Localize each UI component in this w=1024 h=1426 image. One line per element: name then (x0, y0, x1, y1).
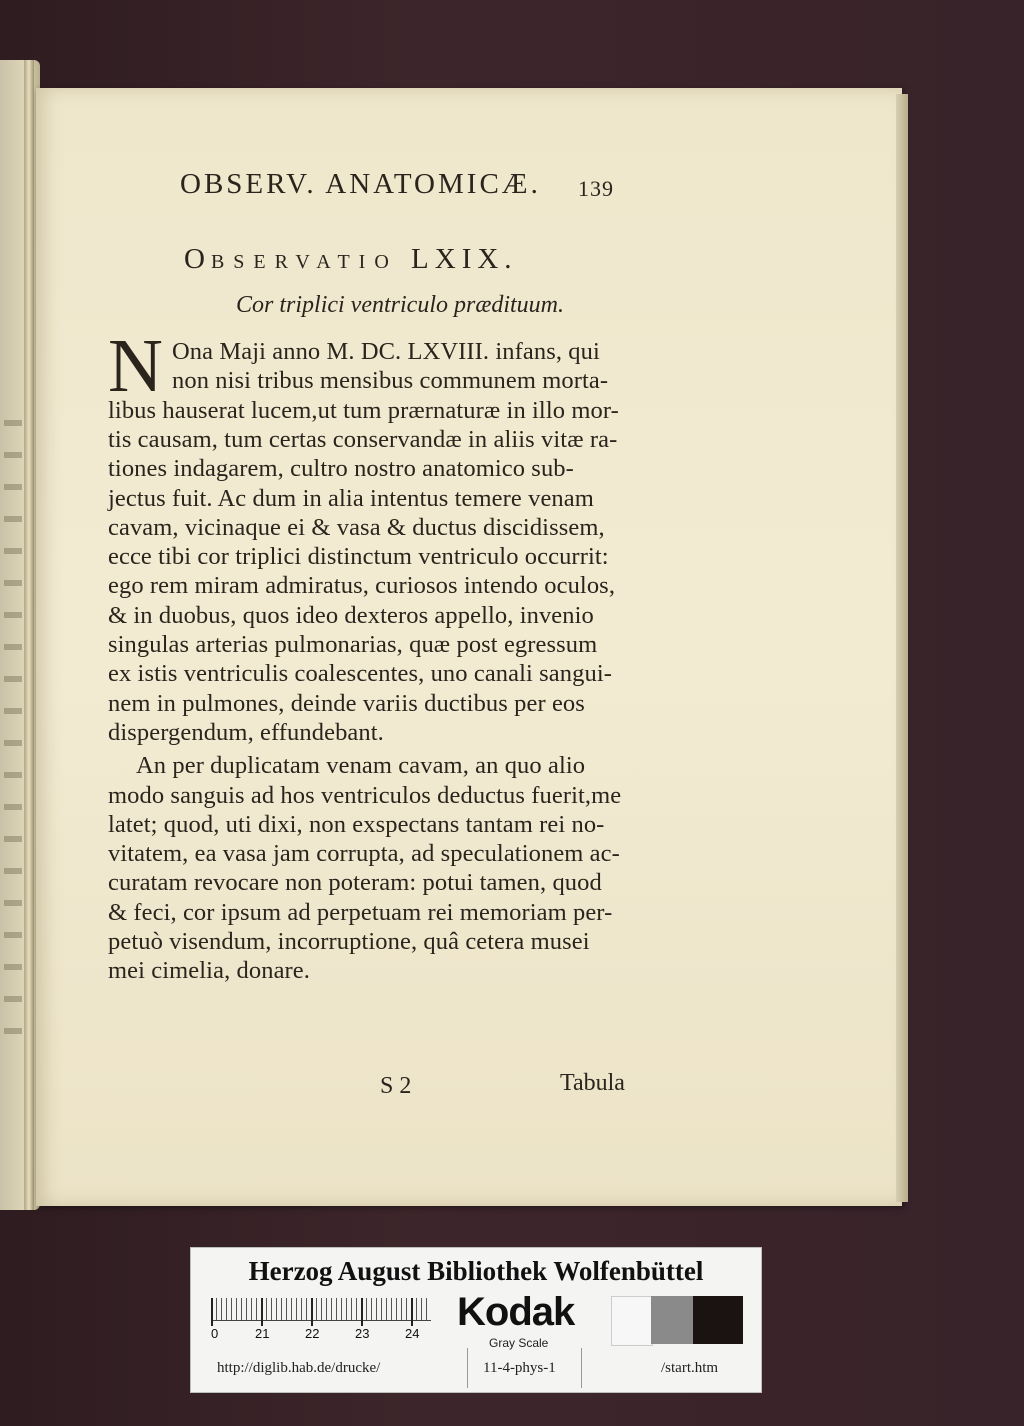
text-line: tiones indagarem, cultro nostro anatomico sub- (108, 455, 574, 483)
gray-swatch (651, 1296, 693, 1344)
text-line: nem in pulmones, deinde variis ductibus per eos (108, 689, 585, 717)
ruler-label: 0 (211, 1326, 219, 1341)
text-line: singulas arterias pulmonarias, quæ post egressum (108, 631, 598, 658)
text-line: mei cimelia, donare. (108, 957, 310, 985)
ruler-label: 22 (305, 1326, 320, 1341)
text-line: libus hauserat lucem,ut tum prærnaturæ in illo mor- (108, 396, 619, 424)
text-line: ex istis ventriculis coalescentes, uno canali sangui- (108, 660, 612, 688)
kodak-logo: Kodak (457, 1290, 575, 1334)
ruler-label: 24 (405, 1326, 420, 1341)
observation-title-word: BSERVATIO (210, 251, 398, 273)
text-line: tis causam, tum certas conservandæ in aliis vitæ ra- (108, 425, 618, 453)
ruler-major-tick (361, 1298, 363, 1326)
facing-page-bleed (4, 420, 22, 1040)
ruler-label: 21 (255, 1326, 270, 1341)
url-base: http://diglib.hab.de/drucke/ (217, 1360, 381, 1376)
text-line: modo sanguis ad hos ventriculos deductus fuerit,me (108, 781, 622, 809)
signature-mark: S 2 (380, 1073, 412, 1099)
text-line: petuò visendum, incorruptione, quâ cetera musei (108, 928, 590, 955)
text-line: jectus fuit. Ac dum in alia intentus temere venam (108, 484, 594, 512)
text-line: dispergendum, effundebant. (108, 718, 384, 746)
gray-scale-label: Gray Scale (489, 1336, 549, 1350)
text-line: latet; quod, uti dixi, non exspectans tantam rei no- (108, 810, 605, 838)
observation-title-initial: O (184, 243, 211, 275)
observation-number: LXIX. (411, 243, 518, 275)
url-suffix: /start.htm (661, 1360, 719, 1376)
catchword: Tabula (560, 1070, 625, 1096)
ruler-major-tick (261, 1298, 263, 1326)
text-line: ego rem miram admiratus, curiosos intendo oculos, (108, 572, 616, 600)
running-head: OBSERV. ANATOMICÆ. (180, 168, 541, 200)
ruler-labels (211, 1326, 441, 1342)
library-name: Herzog August Bibliothek Wolfenbüttel (248, 1256, 704, 1286)
facing-page-edge (0, 60, 40, 1210)
text-line: cavam, vicinaque ei & vasa & ductus discidissem, (108, 513, 605, 541)
page-gutter (24, 60, 34, 1210)
text-line: ecce tibi cor triplici distinctum ventriculo occurrit: (108, 543, 609, 571)
scale-ruler (211, 1298, 431, 1341)
black-swatch (693, 1296, 743, 1344)
ruler-major-tick (211, 1298, 213, 1326)
card-divider (581, 1348, 582, 1388)
ruler-label: 23 (355, 1326, 370, 1341)
page-number: 139 (578, 176, 614, 201)
card-divider (467, 1348, 468, 1388)
text-line: curatam revocare non poteram: potui tamen, quod (108, 869, 602, 897)
page-edge (896, 94, 908, 1202)
color-calibration-card (190, 1247, 762, 1393)
white-swatch (611, 1296, 653, 1346)
observation-subtitle: Cor triplici ventriculo prædituum. (236, 292, 564, 318)
text-line: non nisi tribus mensibus communem morta- (172, 367, 609, 395)
drop-cap: N (108, 324, 163, 408)
text-line: & in duobus, quos ideo dexteros appello, invenio (108, 601, 594, 629)
url-identifier: 11-4-phys-1 (483, 1360, 556, 1376)
text-line: An per duplicatam venam cavam, an quo alio (136, 752, 586, 780)
text-line: vitatem, ea vasa jam corrupta, ad speculationem ac- (108, 840, 620, 868)
ruler-ticks (211, 1298, 431, 1321)
observation-title (184, 243, 518, 276)
ruler-major-tick (311, 1298, 313, 1326)
text-line: Ona Maji anno M. DC. LXVIII. infans, qui (172, 338, 600, 365)
ruler-major-tick (411, 1298, 413, 1326)
text-line: & feci, cor ipsum ad perpetuam rei memoriam per- (108, 898, 613, 926)
